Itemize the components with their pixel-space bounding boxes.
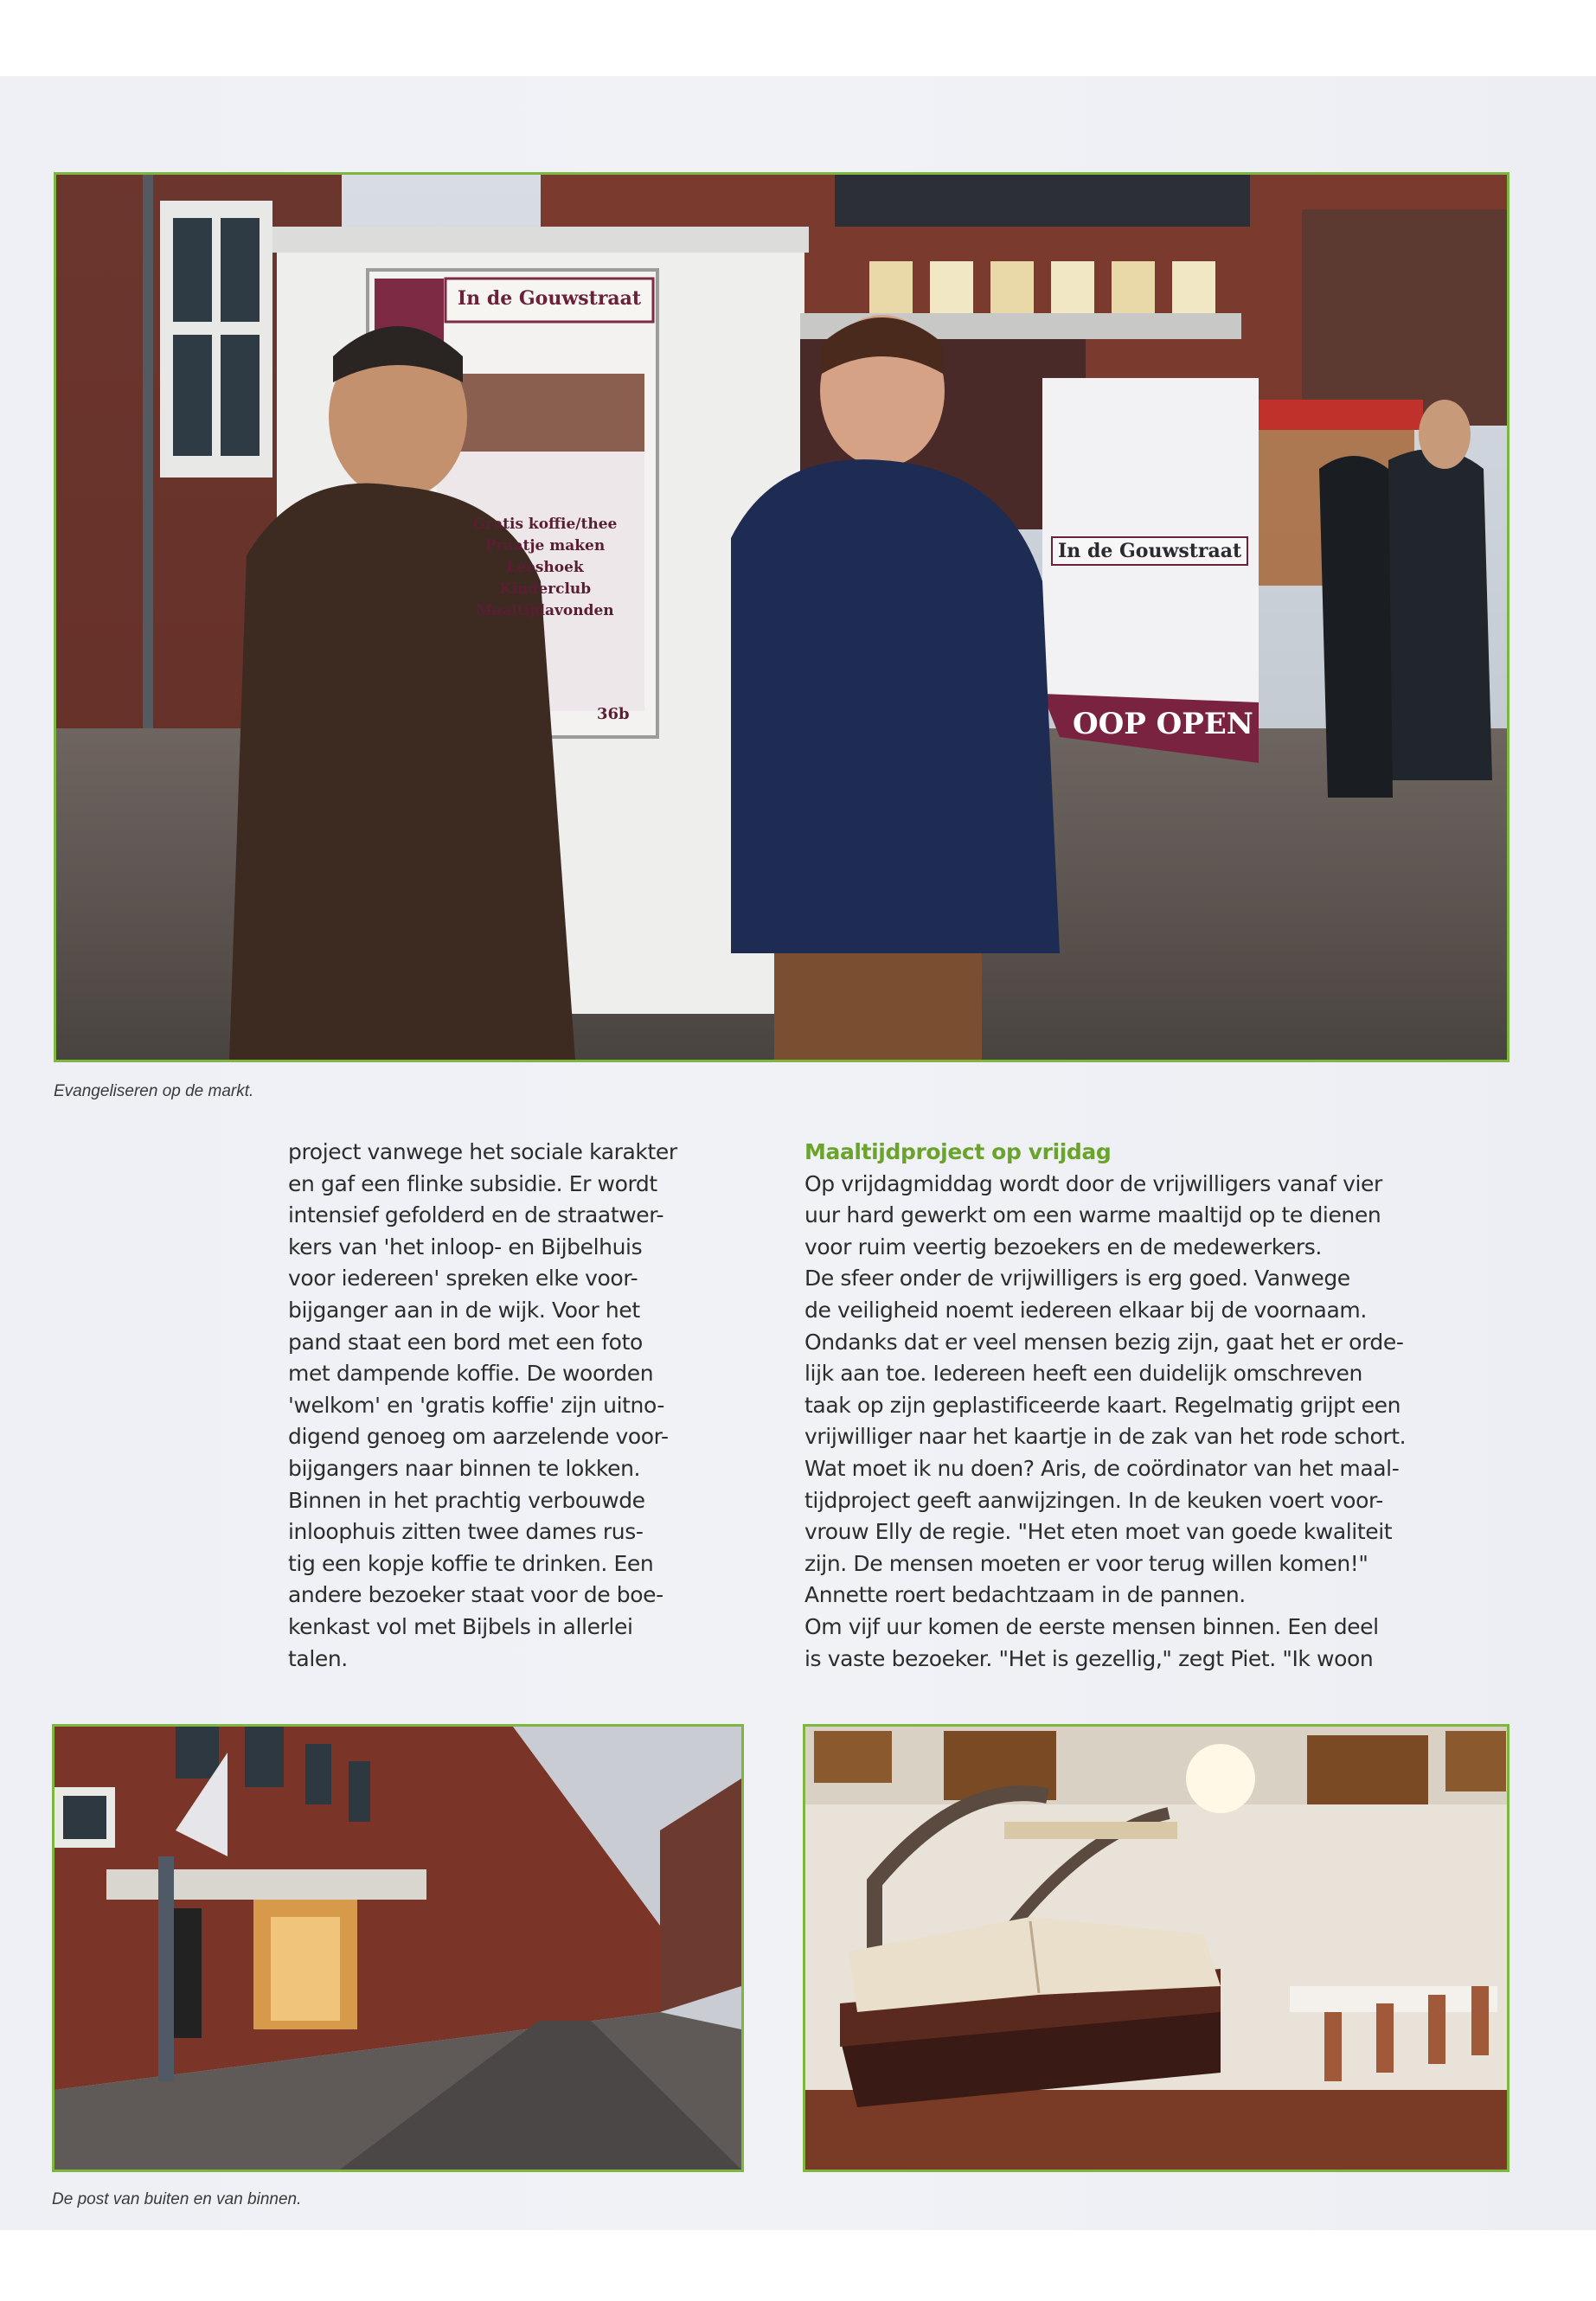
sign-line-chat: Praatje maken (484, 537, 606, 554)
text-line: pand staat een bord met een foto (288, 1329, 643, 1355)
article-column-right (804, 1137, 1522, 1675)
text-line: Op vrijdagmiddag wordt door de vrijwilligers vanaf vier (804, 1170, 1382, 1196)
text-line: voor iedereen' spreken elke voor- (288, 1266, 638, 1292)
interior-hall-image (805, 1727, 1507, 2170)
article-column-left (288, 1137, 772, 1675)
caption-top: Evangeliseren op de markt. (54, 1082, 254, 1100)
text-line: Annette roert bedachtzaam in de pannen. (804, 1582, 1246, 1608)
sign-list (445, 514, 644, 622)
banner-header: In de Gouwstraat (1051, 536, 1248, 566)
section-heading: Maaltijdproject op vrijdag (804, 1139, 1112, 1164)
text-line: 'welkom' en 'gratis koffie' zijn uitno- (288, 1392, 664, 1418)
sign-line-reading: Leeshoek (506, 559, 584, 576)
text-line: taak op zijn geplastificeerde kaart. Regelmatig grijpt een (804, 1392, 1401, 1418)
text-line: bijgangers naar binnen te lokken. (288, 1455, 641, 1481)
text-line: kenkast vol met Bijbels in allerlei (288, 1613, 633, 1639)
text-line: vrouw Elly de regie. "Het eten moet van goede kwaliteit (804, 1519, 1393, 1545)
sign-line-meals: Maaltijdavonden (476, 602, 614, 619)
magazine-page (0, 76, 1596, 2230)
text-line: talen. (288, 1645, 348, 1671)
text-line: andere bezoeker staat voor de boe- (288, 1582, 663, 1608)
text-line: digend genoeg om aarzelende voor- (288, 1424, 669, 1450)
sign-header: In de Gouwstraat (457, 287, 642, 310)
text-line: inloophuis zitten twee dames rus- (288, 1519, 644, 1545)
market-scene-image (56, 175, 1507, 1060)
text-line: De sfeer onder de vrijwilligers is erg goed. Vanwege (804, 1266, 1350, 1292)
text-line: project vanwege het sociale karakter (288, 1139, 677, 1164)
text-line: en gaf een flinke subsidie. Er wordt (288, 1170, 657, 1196)
text-line: voor ruim veertig bezoekers en de medewerkers. (804, 1234, 1322, 1259)
street-exterior-photo (52, 1724, 744, 2172)
street-exterior-image (54, 1727, 741, 2170)
caption-bottom: De post van buiten en van binnen. (52, 2190, 302, 2208)
text-line: Ondanks dat er veel mensen bezig zijn, gaat het er orde- (804, 1329, 1404, 1355)
text-line: tijdproject geeft aanwijzingen. In de keuken voert voor- (804, 1487, 1383, 1513)
sign-number: 36b (597, 705, 630, 723)
text-line: is vaste bezoeker. "Het is gezellig," zegt Piet. "Ik woon (804, 1645, 1374, 1671)
text-line: Wat moet ik nu doen? Aris, de coördinator van het maal- (804, 1455, 1400, 1481)
text-line: uur hard gewerkt om een warme maaltijd op te dienen (804, 1202, 1381, 1228)
sign-line-kids: Kinderclub (498, 580, 592, 598)
text-line: lijk aan toe. Iedereen heeft een duidelijk omschreven (804, 1361, 1362, 1387)
text-line: intensief gefolderd en de straatwer- (288, 1202, 664, 1228)
text-line: kers van 'het inloop- en Bijbelhuis (288, 1234, 643, 1259)
text-line: vrijwilliger naar het kaartje in de zak van het rode schort. (804, 1424, 1407, 1450)
banner-footer: OOP OPEN (1073, 707, 1253, 741)
text-line: de veiligheid noemt iedereen elkaar bij de voornaam. (804, 1297, 1367, 1323)
sign-line-coffee: Gratis koffie/thee (472, 516, 618, 533)
text-line: zijn. De mensen moeten er voor terug willen komen!" (804, 1550, 1368, 1576)
text-line: Binnen in het prachtig verbouwde (288, 1487, 645, 1513)
trailer-sign (450, 287, 649, 310)
interior-hall-photo (803, 1724, 1509, 2172)
text-line: tig een kopje koffie te drinken. Een (288, 1550, 654, 1576)
text-line: bijganger aan in de wijk. Voor het (288, 1297, 640, 1323)
text-line: met dampende koffie. De woorden (288, 1361, 654, 1387)
market-photo (54, 172, 1509, 1062)
text-line: Om vijf uur komen de eerste mensen binnen. Een deel (804, 1613, 1379, 1639)
